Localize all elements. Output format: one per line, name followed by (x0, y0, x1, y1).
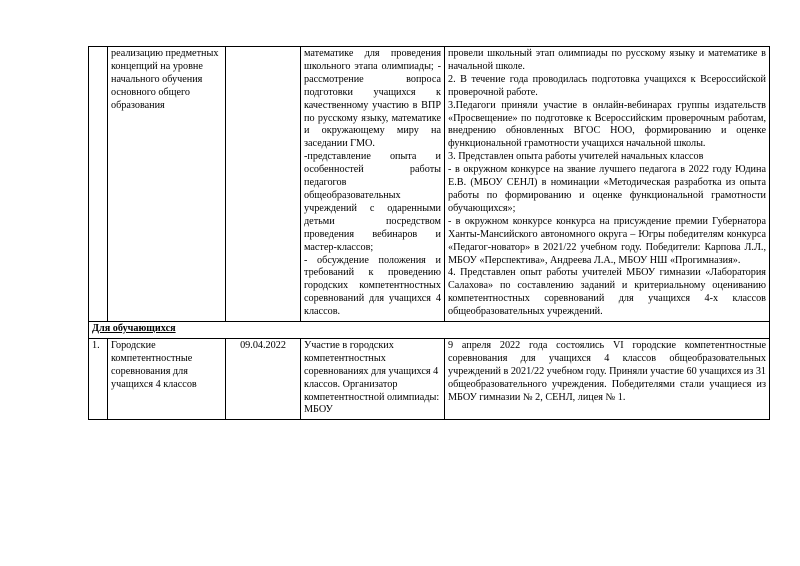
cell-event-name: Городские компетентностные соревнования для учащихся 4 классов (108, 338, 226, 419)
report-table (88, 46, 770, 420)
cell-description: Участие в городских компетентностных соревнованиях для учащихся 4 классов. Организатор компетентностной олимпиады: МБОУ (301, 338, 445, 419)
table-row (89, 338, 770, 419)
table-row (89, 47, 770, 322)
section-title: Для обучающихся (89, 322, 770, 339)
cell-number (89, 47, 108, 322)
table-section-header-row (89, 322, 770, 339)
cell-result: провели школьный этап олимпиады по русскому языку и математике в начальной школе. 2. В течение года проводилась подготовка учащихся к Всероссийской проверочной работе. 3.Педагоги приняли участие в онлайн-вебинарах группы издательств «Просвещение» по подготовке к Всероссийским проверочным работам, внедрению обновленных ВГОС НОО, формированию и оценке функциональной грамотности учащихся начальной школы. 3. Представлен опыта работы учителей начальных классов - в окружном конкурсе на звание лучшего педагога в 2022 году Юдина Е.В. (МБОУ СЕНЛ) в номинации «Методическая разработка из опыта работы по формированию и оценке функциональной грамотности обучающихся»; - в окружном конкурсе конкурса на присуждение премии Губернатора Ханты-Мансийского автономного округа – Югры победителям конкурса «Педагог-новатор» в 2021/22 учебном году. Победители: Карпова Л.Л., МБОУ «Перспектива», Андреева Л.А., МБОУ НШ «Прогимназия». 4. Представлен опыт работы учителей МБОУ гимназии «Лаборатория Салахова» по составлению заданий и критериальному оцениванию компетентностных соревнований для учащихся 4-х классов общеобразовательных учреждений. (445, 47, 770, 322)
cell-number: 1. (89, 338, 108, 419)
cell-date (226, 47, 301, 322)
cell-description: математике для проведения школьного этапа олимпиады; - рассмотрение вопроса подготовки учащихся к качественному участию в ВПР по русскому языку, математике и окружающему миру на заседании ГМО. -представление опыта и особенностей работы педагогов общеобразовательных учреждений с одаренными детьми посредством проведения вебинаров и мастер-классов; - обсуждение положения и требований к проведению городских компетентностных соревнований для учащихся 4 классов. (301, 47, 445, 322)
cell-result: 9 апреля 2022 года состоялись VI городские компетентностные соревнования для учащихся 4 классов общеобразовательных учреждений в 2021/22 учебном году. Приняли участие 60 учащихся из 31 общеобразовательного учреждения. Победителями стали учащиеся из МБОУ гимназии № 2, СЕНЛ, лицея № 1. (445, 338, 770, 419)
cell-date: 09.04.2022 (226, 338, 301, 419)
cell-event-name: реализацию предметных концепций на уровне начального обучения основного общего образования (108, 47, 226, 322)
